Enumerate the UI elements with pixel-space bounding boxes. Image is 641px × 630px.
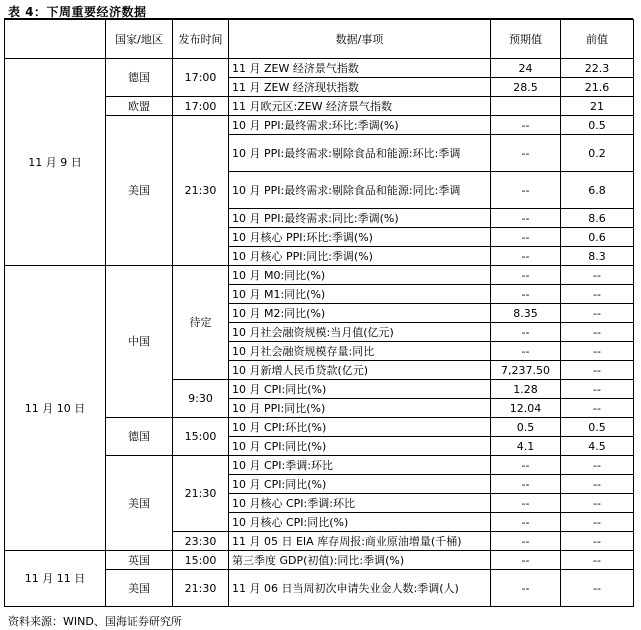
forecast-cell: --	[491, 247, 561, 266]
previous-cell: --	[561, 285, 634, 304]
previous-cell: --	[561, 475, 634, 494]
previous-cell: 0.5	[561, 116, 634, 135]
event-cell: 10 月 PPI:最终需求:剔除食品和能源:环比:季调	[229, 135, 491, 172]
country-cell: 德国	[106, 418, 173, 456]
event-cell: 11 月 05 日 EIA 库存周报:商业原油增量(千桶)	[229, 532, 491, 551]
header-event: 数据/事项	[229, 20, 491, 59]
time-cell: 23:30	[173, 532, 229, 551]
event-cell: 10 月 CPI:季调:环比	[229, 456, 491, 475]
forecast-cell: --	[491, 135, 561, 172]
table-row	[5, 59, 634, 78]
event-cell: 10 月社会融资规模:当月值(亿元)	[229, 323, 491, 342]
date-cell: 11 月 9 日	[5, 59, 106, 266]
previous-cell: 0.6	[561, 228, 634, 247]
header-row	[5, 20, 634, 59]
event-cell: 10 月 CPI:同比(%)	[229, 475, 491, 494]
forecast-cell: --	[491, 209, 561, 228]
country-cell: 美国	[106, 570, 173, 607]
previous-cell: 8.3	[561, 247, 634, 266]
previous-cell: 21.6	[561, 78, 634, 97]
previous-cell: --	[561, 323, 634, 342]
forecast-cell: 0.5	[491, 418, 561, 437]
time-cell: 17:00	[173, 97, 229, 116]
event-cell: 11 月欧元区:ZEW 经济景气指数	[229, 97, 491, 116]
previous-cell: --	[561, 494, 634, 513]
header-time: 发布时间	[173, 20, 229, 59]
previous-cell: 22.3	[561, 59, 634, 78]
source-note: 资料来源：WIND、国海证券研究所	[8, 615, 182, 628]
header-forecast: 预期值	[491, 20, 561, 59]
country-cell: 美国	[106, 456, 173, 551]
event-cell: 第三季度 GDP(初值):同比:季调(%)	[229, 551, 491, 570]
previous-cell: --	[561, 551, 634, 570]
forecast-cell	[491, 97, 561, 116]
event-cell: 10 月新增人民币贷款(亿元)	[229, 361, 491, 380]
date-cell: 11 月 10 日	[5, 266, 106, 551]
forecast-cell: --	[491, 513, 561, 532]
header-date	[5, 20, 106, 59]
forecast-cell: --	[491, 532, 561, 551]
forecast-cell: --	[491, 456, 561, 475]
event-cell: 10 月 M0:同比(%)	[229, 266, 491, 285]
previous-cell: 21	[561, 97, 634, 116]
forecast-cell: --	[491, 494, 561, 513]
table-title: 表 4：下周重要经济数据	[8, 5, 147, 19]
previous-cell: 0.2	[561, 135, 634, 172]
country-cell: 美国	[106, 116, 173, 266]
event-cell: 10 月 PPI:同比(%)	[229, 399, 491, 418]
forecast-cell: 28.5	[491, 78, 561, 97]
forecast-cell: 7,237.50	[491, 361, 561, 380]
forecast-cell: --	[491, 323, 561, 342]
country-cell: 中国	[106, 266, 173, 418]
header-previous: 前值	[561, 20, 634, 59]
event-cell: 10 月核心 PPI:环比:季调(%)	[229, 228, 491, 247]
country-cell: 欧盟	[106, 97, 173, 116]
event-cell: 10 月 PPI:最终需求:同比:季调(%)	[229, 209, 491, 228]
forecast-cell: --	[491, 570, 561, 607]
event-cell: 10 月 CPI:环比(%)	[229, 418, 491, 437]
previous-cell: --	[561, 513, 634, 532]
previous-cell: --	[561, 380, 634, 399]
forecast-cell: 1.28	[491, 380, 561, 399]
time-cell: 21:30	[173, 456, 229, 532]
previous-cell: 4.5	[561, 437, 634, 456]
country-cell: 德国	[106, 59, 173, 97]
time-cell: 21:30	[173, 116, 229, 266]
table-row	[5, 551, 634, 570]
event-cell: 11 月 ZEW 经济景气指数	[229, 59, 491, 78]
event-cell: 10 月核心 PPI:同比:季调(%)	[229, 247, 491, 266]
previous-cell: --	[561, 266, 634, 285]
event-cell: 10 月 M2:同比(%)	[229, 304, 491, 323]
forecast-cell: --	[491, 342, 561, 361]
date-cell: 11 月 11 日	[5, 551, 106, 607]
previous-cell: 0.5	[561, 418, 634, 437]
time-cell: 21:30	[173, 570, 229, 607]
time-cell: 17:00	[173, 59, 229, 97]
economic-data-table	[4, 19, 634, 607]
forecast-cell: --	[491, 172, 561, 209]
previous-cell: --	[561, 304, 634, 323]
forecast-cell: 4.1	[491, 437, 561, 456]
event-cell: 10 月核心 CPI:同比(%)	[229, 513, 491, 532]
previous-cell: --	[561, 456, 634, 475]
forecast-cell: --	[491, 116, 561, 135]
event-cell: 10 月社会融资规模存量:同比	[229, 342, 491, 361]
event-cell: 11 月 ZEW 经济现状指数	[229, 78, 491, 97]
forecast-cell: 24	[491, 59, 561, 78]
event-cell: 10 月 M1:同比(%)	[229, 285, 491, 304]
event-cell: 10 月 PPI:最终需求:剔除食品和能源:同比:季调	[229, 172, 491, 209]
time-cell: 15:00	[173, 551, 229, 570]
time-cell: 15:00	[173, 418, 229, 456]
forecast-cell: 8.35	[491, 304, 561, 323]
event-cell: 10 月核心 CPI:季调:环比	[229, 494, 491, 513]
forecast-cell: --	[491, 285, 561, 304]
previous-cell: --	[561, 570, 634, 607]
time-cell: 待定	[173, 266, 229, 380]
previous-cell: 6.8	[561, 172, 634, 209]
event-cell: 10 月 CPI:同比(%)	[229, 380, 491, 399]
forecast-cell: --	[491, 228, 561, 247]
previous-cell: --	[561, 342, 634, 361]
event-cell: 11 月 06 日当周初次申请失业金人数:季调(人)	[229, 570, 491, 607]
forecast-cell: --	[491, 266, 561, 285]
forecast-cell: 12.04	[491, 399, 561, 418]
forecast-cell: --	[491, 551, 561, 570]
previous-cell: --	[561, 532, 634, 551]
event-cell: 10 月 CPI:同比(%)	[229, 437, 491, 456]
country-cell: 英国	[106, 551, 173, 570]
previous-cell: --	[561, 361, 634, 380]
table-row	[5, 266, 634, 285]
forecast-cell: --	[491, 475, 561, 494]
event-cell: 10 月 PPI:最终需求:环比:季调(%)	[229, 116, 491, 135]
previous-cell: --	[561, 399, 634, 418]
header-country: 国家/地区	[106, 20, 173, 59]
previous-cell: 8.6	[561, 209, 634, 228]
time-cell: 9:30	[173, 380, 229, 418]
